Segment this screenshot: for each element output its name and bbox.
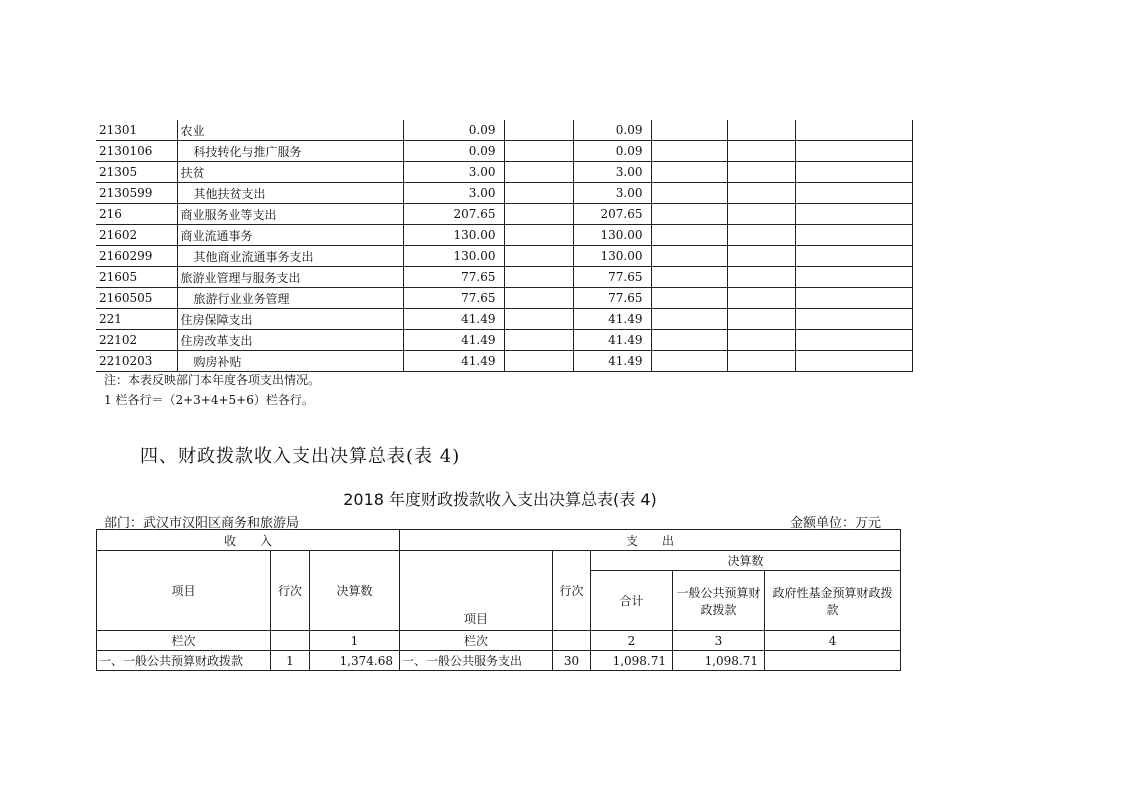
code-cell: 21605 [96,267,177,288]
name-cell: 商业服务业等支出 [177,204,403,225]
amount-cell: 3.00 [403,162,504,183]
section-heading: 四、财政拨款收入支出决算总表(表 4) [140,446,461,467]
amount-cell: 77.65 [403,267,504,288]
empty-cell [795,141,912,162]
department-label: 部门：武汉市汉阳区商务和旅游局 [104,516,300,531]
name-cell: 科技转化与推广服务 [177,141,403,162]
code-cell: 2130106 [96,141,177,162]
empty-cell [651,267,727,288]
amount-cell: 207.65 [403,204,504,225]
empty-cell [504,351,573,372]
name-cell: 旅游业管理与服务支出 [177,267,403,288]
empty-cell [727,309,795,330]
empty-cell [727,183,795,204]
amount-cell: 3.00 [573,162,651,183]
amount-cell: 0.09 [573,120,651,141]
empty-cell [504,120,573,141]
empty-cell [504,225,573,246]
amount-cell: 41.49 [573,351,651,372]
code-cell: 221 [96,309,177,330]
empty-cell [504,330,573,351]
expense-amount-group-header: 决算数 [591,551,901,571]
table-row [96,288,912,309]
empty-cell [727,246,795,267]
amount-cell: 0.09 [403,141,504,162]
empty-cell [504,288,573,309]
code-cell: 21305 [96,162,177,183]
empty-cell [795,225,912,246]
income-item-header: 项目 [97,551,271,631]
expense-item-cell: 一、一般公共服务支出 [400,651,553,671]
amount-cell: 130.00 [573,246,651,267]
lanci-label-2: 栏次 [400,631,553,651]
empty-cell [727,204,795,225]
amount-cell: 41.49 [573,309,651,330]
income-amount-cell: 1,374.68 [310,651,400,671]
code-cell: 2160299 [96,246,177,267]
code-cell: 21602 [96,225,177,246]
empty-cell [651,288,727,309]
empty-cell [651,330,727,351]
empty-cell [651,309,727,330]
income-amount-header: 决算数 [310,551,400,631]
empty-cell [795,204,912,225]
empty-cell [651,183,727,204]
empty-cell [795,288,912,309]
expense-detail-table [96,120,913,372]
empty-cell [727,120,795,141]
empty-cell [504,183,573,204]
empty-cell [727,141,795,162]
empty-cell [727,225,795,246]
amount-cell: 77.65 [573,267,651,288]
code-cell: 216 [96,204,177,225]
amount-cell: 41.49 [403,309,504,330]
table-title: 2018 年度财政拨款收入支出决算总表(表 4) [343,490,657,509]
empty-cell [727,330,795,351]
empty-cell [727,351,795,372]
table-row [96,120,912,141]
expense-total-cell: 1,098.71 [591,651,673,671]
name-cell: 购房补贴 [177,351,403,372]
expense-line-header: 行次 [553,551,591,631]
table-row [96,330,912,351]
empty-cell [795,162,912,183]
empty-cell [651,120,727,141]
code-cell: 2210203 [96,351,177,372]
empty-cell [795,183,912,204]
lanci-empty-2 [553,631,591,651]
expense-general-cell: 1,098.71 [673,651,765,671]
empty-cell [727,162,795,183]
fiscal-summary-table [96,529,901,671]
amount-cell: 130.00 [403,246,504,267]
code-cell: 2130599 [96,183,177,204]
lanci-4: 4 [765,631,901,651]
amount-cell: 0.09 [403,120,504,141]
expense-item-header: 项目 [400,551,553,631]
note-line-2: 1 栏各行＝（2+3+4+5+6）栏各行。 [104,393,314,407]
empty-cell [795,351,912,372]
name-cell: 其他商业流通事务支出 [177,246,403,267]
table-row [96,183,912,204]
empty-cell [504,141,573,162]
empty-cell [795,267,912,288]
fund-budget-header: 政府性基金预算财政拨款 [765,571,901,631]
empty-cell [504,246,573,267]
total-header: 合计 [591,571,673,631]
empty-cell [651,141,727,162]
name-cell: 其他扶贫支出 [177,183,403,204]
empty-cell [795,330,912,351]
income-line-cell: 1 [271,651,310,671]
table-row [96,225,912,246]
amount-cell: 41.49 [403,351,504,372]
general-budget-header: 一般公共预算财政拨款 [673,571,765,631]
amount-cell: 207.65 [573,204,651,225]
table-row [96,162,912,183]
lanci-label: 栏次 [97,631,271,651]
expense-fund-cell [765,651,901,671]
code-cell: 21301 [96,120,177,141]
amount-cell: 77.65 [403,288,504,309]
name-cell: 农业 [177,120,403,141]
expense-detail-rows [96,120,912,372]
name-cell: 商业流通事务 [177,225,403,246]
table-row [96,309,912,330]
empty-cell [651,225,727,246]
name-cell: 扶贫 [177,162,403,183]
empty-cell [727,267,795,288]
income-header: 收 入 [97,530,400,551]
table-row [96,246,912,267]
amount-cell: 3.00 [403,183,504,204]
table-row [96,351,912,372]
empty-cell [651,246,727,267]
amount-cell: 3.00 [573,183,651,204]
name-cell: 旅游行业业务管理 [177,288,403,309]
income-line-header: 行次 [271,551,310,631]
note-line-1: 注：本表反映部门本年度各项支出情况。 [104,373,321,387]
lanci-3: 3 [673,631,765,651]
empty-cell [504,204,573,225]
empty-cell [795,120,912,141]
empty-cell [651,204,727,225]
amount-cell: 130.00 [403,225,504,246]
empty-cell [795,246,912,267]
empty-cell [651,162,727,183]
table-row [96,267,912,288]
empty-cell [504,162,573,183]
lanci-1: 1 [310,631,400,651]
lanci-2: 2 [591,631,673,651]
amount-cell: 0.09 [573,141,651,162]
unit-label: 金额单位：万元 [790,516,882,531]
empty-cell [651,351,727,372]
amount-cell: 77.65 [573,288,651,309]
amount-cell: 41.49 [573,330,651,351]
lanci-empty-1 [271,631,310,651]
table-row [96,141,912,162]
expense-header: 支 出 [400,530,901,551]
name-cell: 住房改革支出 [177,330,403,351]
expense-line-cell: 30 [553,651,591,671]
empty-cell [727,288,795,309]
empty-cell [795,309,912,330]
income-item-cell: 一、一般公共预算财政拨款 [97,651,271,671]
amount-cell: 41.49 [403,330,504,351]
code-cell: 2160505 [96,288,177,309]
empty-cell [504,267,573,288]
empty-cell [504,309,573,330]
table-row [96,204,912,225]
code-cell: 22102 [96,330,177,351]
amount-cell: 130.00 [573,225,651,246]
name-cell: 住房保障支出 [177,309,403,330]
